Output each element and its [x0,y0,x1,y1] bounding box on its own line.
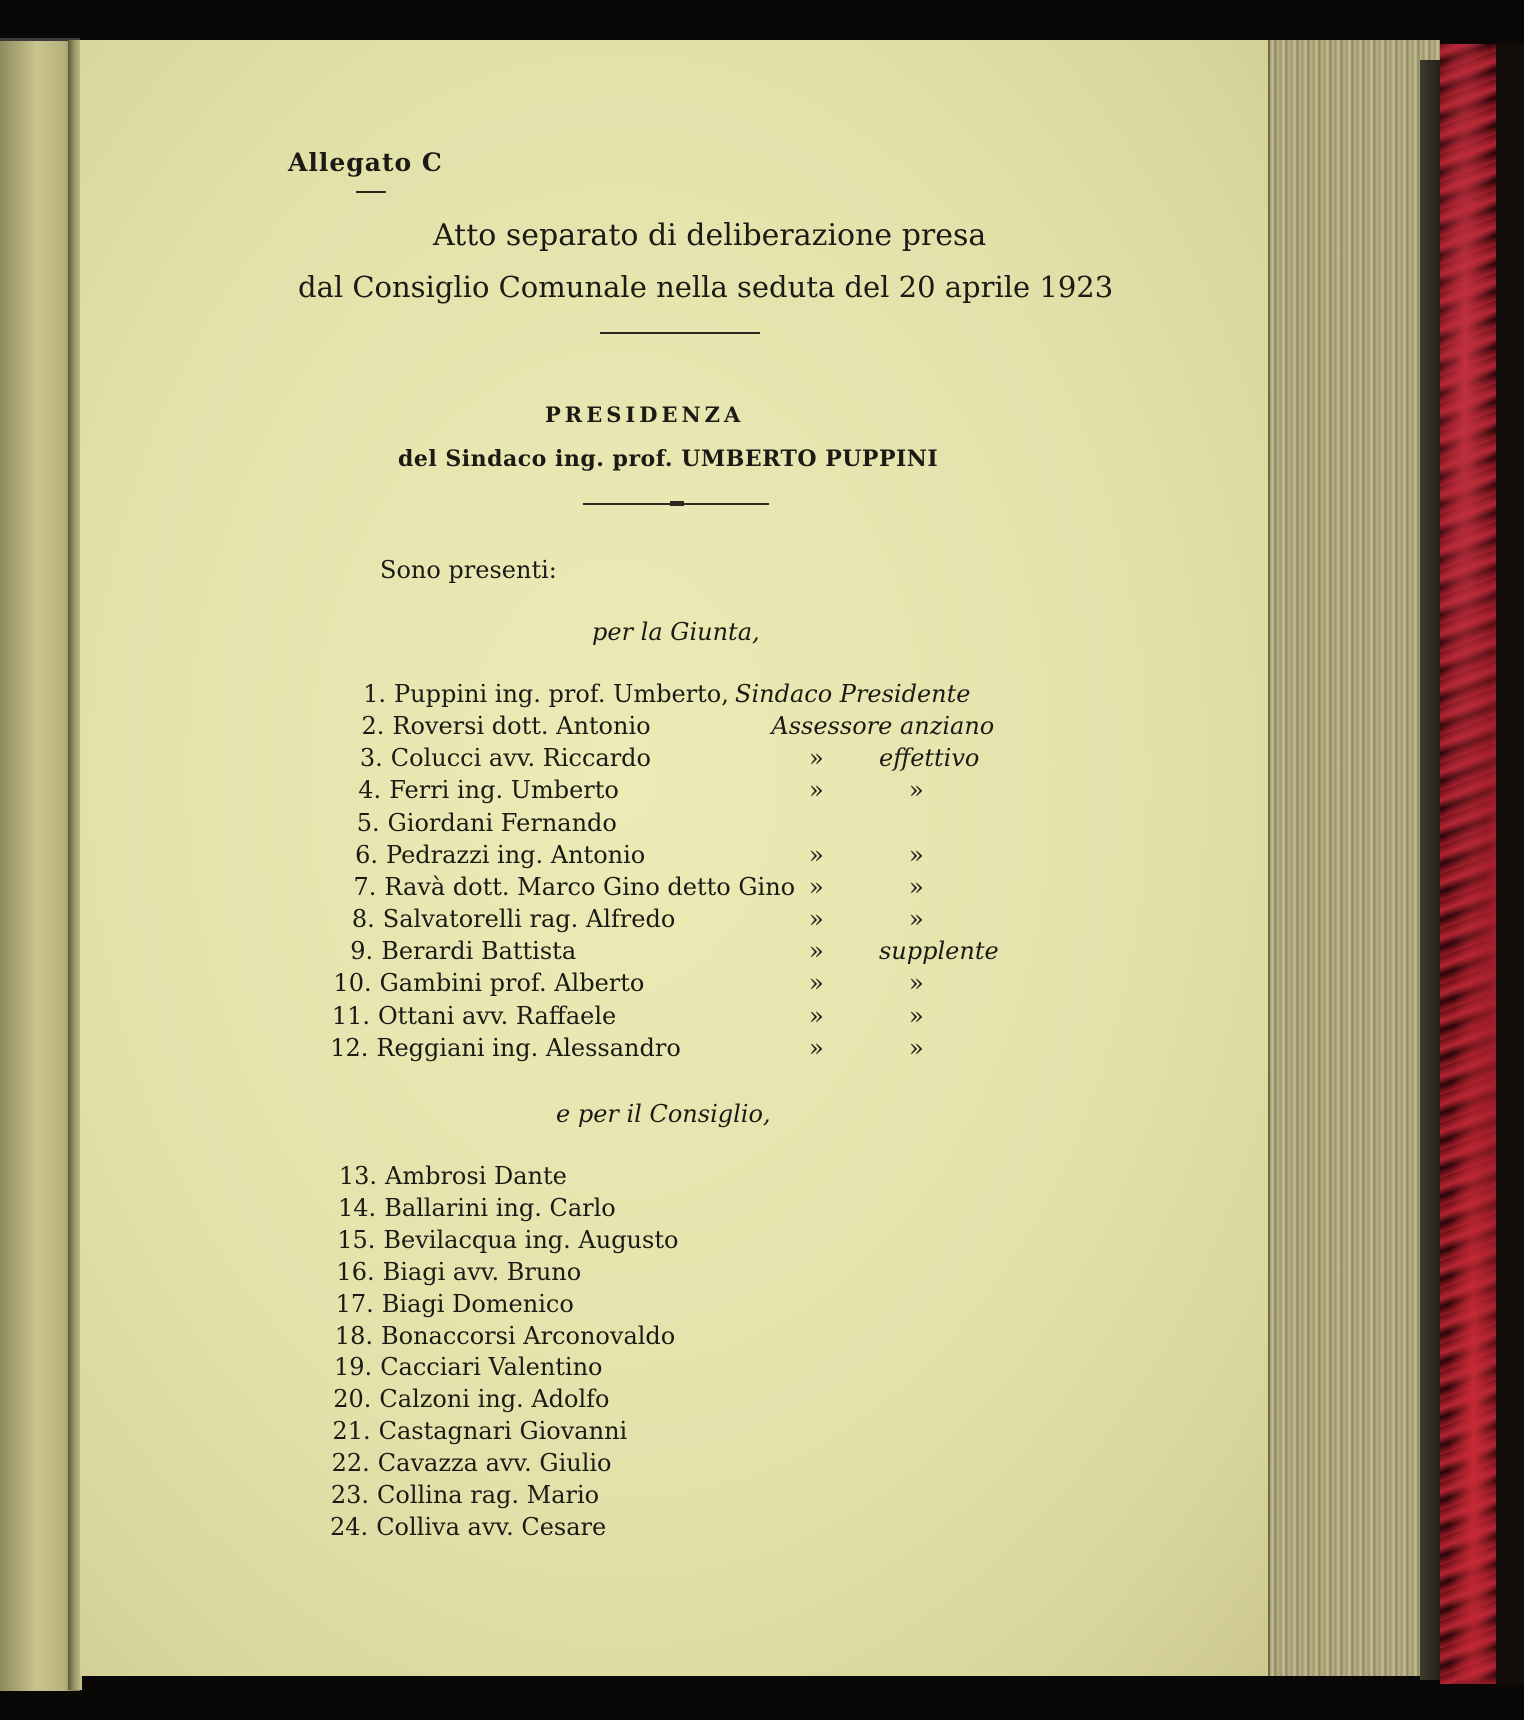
member-name: Castagnari Giovanni [378,1417,628,1446]
presidenza-subheading: del Sindaco ing. prof. UMBERTO PUPPINI [398,446,939,472]
member-role-detail: » [909,840,924,869]
member-name: Ambrosi Dante [385,1162,567,1190]
member-role-detail: » [908,872,924,901]
member-name: Giordani Fernando [387,808,617,837]
member-name: Puppini ing. prof. Umberto, [394,680,729,708]
member-number: 5. [356,808,380,837]
member-number: 9. [350,937,374,966]
member-name: Roversi dott. Antonio [392,712,651,741]
member-role-detail: supplente [878,937,999,966]
member-role-detail: effettivo [878,744,980,773]
member-role-detail: » [909,1001,924,1030]
member-name: Pedrazzi ing. Antonio [386,840,646,869]
title-line-2: dal Consiglio Comunale nella seduta del 20 aprile 1923 [298,270,1114,304]
member-name: Ferri ing. Umberto [389,776,619,805]
member-name: Biagi avv. Bruno [382,1257,582,1286]
member-name: Colliva avv. Cesare [376,1512,607,1541]
member-role-detail: » [908,776,924,805]
member-name: Calzoni ing. Adolfo [379,1385,610,1414]
member-number: 20. [333,1385,372,1414]
member-number: 18. [334,1321,373,1350]
member-role: » [808,776,824,805]
allegato-label: Allegato C [288,148,443,177]
member-number: 13. [338,1162,377,1190]
member-name: Collina rag. Mario [377,1481,600,1509]
member-role: » [808,872,824,901]
title-rule [600,332,760,334]
member-number: 12. [330,1033,369,1062]
member-number: 23. [330,1481,369,1509]
member-role-detail: » [908,969,924,998]
title-line-1: Atto separato di deliberazione presa [433,218,987,253]
member-number: 15. [337,1225,376,1254]
member-number: 2. [361,712,385,741]
member-name: Colucci avv. Riccardo [390,744,651,773]
intro-text: Sono presenti: [380,556,557,584]
presidenza-rule-mark [670,501,684,506]
member-role: Assessore anziano [771,712,995,741]
member-name: Biagi Domenico [381,1289,574,1318]
member-name: Bevilacqua ing. Augusto [383,1225,679,1254]
member-number: 11. [331,1001,370,1030]
member-number: 17. [335,1289,374,1318]
member-number: 21. [332,1417,371,1446]
member-role: » [808,1033,824,1062]
presidenza-heading: PRESIDENZA [545,402,745,427]
member-role-detail: » [908,905,924,934]
member-name: Cacciari Valentino [380,1353,603,1382]
member-number: 19. [334,1353,373,1382]
member-role: » [809,840,824,869]
member-name: Berardi Battista [381,937,577,966]
member-number: 22. [331,1449,370,1478]
member-name: Bonaccorsi Arconovaldo [381,1321,676,1350]
member-role: » [808,744,824,773]
member-number: 24. [330,1512,369,1541]
member-role: » [808,905,824,934]
allegato-dash [356,191,386,193]
member-name: Ravà dott. Marco Gino detto Gino [384,872,796,901]
member-number: 16. [336,1257,375,1286]
member-role-detail: » [908,1033,924,1062]
member-number: 7. [353,872,377,901]
page-edges [1268,40,1440,1676]
member-number: 1. [363,680,386,708]
member-role: Sindaco Presidente [735,680,971,708]
consiglio-heading: e per il Consiglio, [556,1100,771,1128]
member-role: » [809,1001,824,1030]
member-role: » [808,937,824,966]
member-name: Cavazza avv. Giulio [377,1449,612,1478]
member-number: 3. [359,744,383,773]
member-role: » [808,969,824,998]
giunta-heading: per la Giunta, [592,618,760,646]
cover-edge [1496,44,1524,1684]
member-name: Ottani avv. Raffaele [378,1001,617,1030]
member-name: Ballarini ing. Carlo [384,1193,616,1222]
member-number: 8. [351,905,375,934]
member-number: 14. [338,1193,377,1222]
member-name: Salvatorelli rag. Alfredo [382,905,676,934]
member-number: 4. [358,776,382,805]
member-name: Reggiani ing. Alessandro [376,1033,681,1062]
member-name: Gambini prof. Alberto [379,969,645,998]
member-number: 10. [333,969,372,998]
member-number: 6. [355,840,378,869]
